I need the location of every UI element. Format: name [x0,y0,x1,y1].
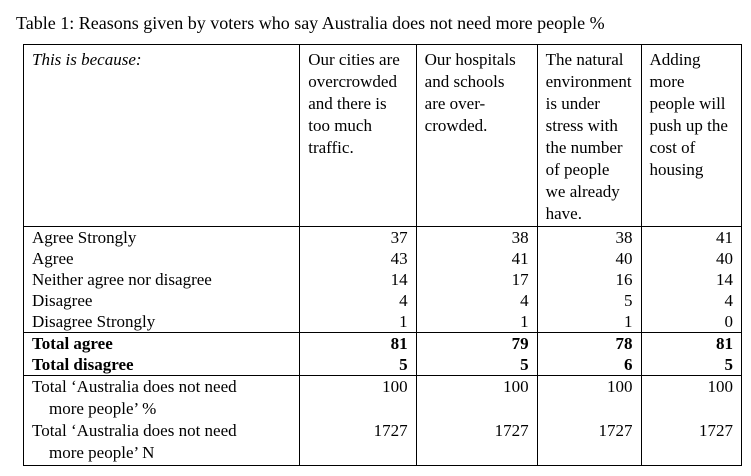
cell-value: 0 [641,311,741,333]
cell-value: 5 [537,290,641,311]
row-label: Disagree Strongly [24,311,300,333]
cell-value: 14 [641,269,741,290]
table-row [24,227,742,249]
row-label-line: more people’ N [49,443,155,462]
cell-value: 1727 [537,420,641,466]
header-environment: The natural environment is under stress with the number of people we already have. [537,45,641,227]
cell-value: 40 [537,248,641,269]
row-label [24,420,300,466]
table-row [24,311,742,333]
row-label [24,376,300,421]
cell-value: 1727 [416,420,537,466]
cell-value: 1727 [641,420,741,466]
table-row [24,269,742,290]
row-label-line: more people’ % [49,399,157,418]
cell-value: 41 [416,248,537,269]
header-housing: Adding more people will push up the cost of housing [641,45,741,227]
cell-value: 1 [300,311,416,333]
cell-value: 79 [416,333,537,355]
cell-value: 16 [537,269,641,290]
cell-value: 5 [300,354,416,376]
row-label: Total disagree [24,354,300,376]
row-label: Agree Strongly [24,227,300,249]
cell-value: 81 [300,333,416,355]
cell-value: 100 [416,376,537,421]
cell-value: 14 [300,269,416,290]
cell-value: 78 [537,333,641,355]
cell-value: 38 [416,227,537,249]
row-label: Neither agree nor disagree [24,269,300,290]
cell-value: 37 [300,227,416,249]
table-row [24,248,742,269]
header-row [24,45,742,227]
table-row [24,290,742,311]
cell-value: 38 [537,227,641,249]
reasons-table [23,44,742,466]
cell-value: 4 [641,290,741,311]
cell-value: 4 [300,290,416,311]
cell-value: 100 [300,376,416,421]
table-row-total [24,354,742,376]
cell-value: 81 [641,333,741,355]
cell-value: 43 [300,248,416,269]
row-label-line: Total ‘Australia does not need [32,377,237,396]
cell-value: 5 [416,354,537,376]
cell-value: 41 [641,227,741,249]
row-label-line: Total ‘Australia does not need [32,421,237,440]
table-caption: Table 1: Reasons given by voters who say Australia does not need more people % [16,13,605,33]
table-row-total [24,333,742,355]
row-label: Disagree [24,290,300,311]
cell-value: 1 [416,311,537,333]
cell-value: 17 [416,269,537,290]
cell-value: 5 [641,354,741,376]
header-first-cell: This is because: [24,45,300,227]
row-label: Agree [24,248,300,269]
header-cities: Our cities are overcrowded and there is too much traffic. [300,45,416,227]
table-row-summary [24,376,742,421]
cell-value: 100 [537,376,641,421]
cell-value: 1 [537,311,641,333]
cell-value: 1727 [300,420,416,466]
table-row-summary [24,420,742,466]
cell-value: 6 [537,354,641,376]
cell-value: 100 [641,376,741,421]
cell-value: 40 [641,248,741,269]
row-label: Total agree [24,333,300,355]
header-hospitals: Our hospitals and schools are over-crowded. [416,45,537,227]
cell-value: 4 [416,290,537,311]
